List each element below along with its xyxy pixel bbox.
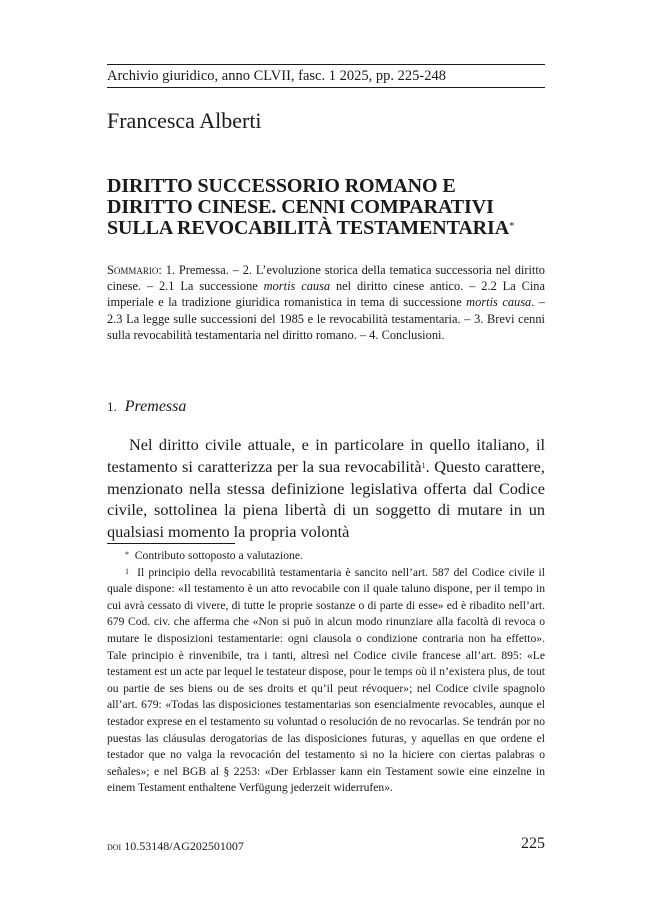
doi-label: doi	[107, 839, 122, 853]
summary-text: . – 2.3 La legge sulle successioni del 1985 e le revocabilità testamentaria. – 3. Brevi cenni sulla revocabilità testamentaria nel diritto romano. – 4. Conclusioni.	[107, 295, 545, 342]
title-line: DIRITTO CINESE. CENNI COMPARATIVI	[107, 196, 494, 218]
summary-text: nel diritto cinese antico. – 2.2 La Cina imperiale e la tradizione giuridica romanistica in tema di successione	[107, 279, 545, 310]
table-of-contents-summary	[107, 262, 545, 343]
footnote-marker: 1	[125, 566, 129, 576]
summary-label: Sommario	[107, 263, 159, 277]
summary-italic: mortis causa	[466, 295, 532, 310]
header-top-rule	[107, 64, 545, 65]
author-name: Francesca Alberti	[107, 108, 262, 133]
section-heading	[107, 397, 186, 417]
paragraph-text: . Questo carattere, menzionato nella stessa definizione legislativa offerta dal Codice civile, sottolinea la piena libertà di un soggetto di mutare in un qualsiasi momento la propria volontà	[107, 456, 545, 542]
journal-citation: Archivio giuridico, anno CLVII, fasc. 1 2025, pp. 225-248	[107, 68, 446, 84]
footnote-text: Contributo sottoposto a valutazione.	[134, 549, 303, 562]
footnote-reference[interactable]: 1	[421, 460, 426, 470]
title-line-text: SULLA REVOCABILITÀ TESTAMENTARIA	[107, 217, 510, 239]
footnote-marker: *	[125, 550, 129, 559]
section-title: Premessa	[124, 398, 187, 415]
section-number: 1.	[107, 399, 117, 414]
header-bottom-rule	[107, 87, 545, 88]
footnote-1	[107, 565, 545, 797]
body-text	[107, 434, 545, 543]
article-title	[107, 176, 547, 239]
doi-value[interactable]: 10.53148/AG202501007	[124, 839, 244, 853]
footnote-separator	[107, 543, 235, 544]
summary-italic: mortis causa	[263, 279, 331, 294]
summary-text: : 1. Premessa. – 2. L’evoluzione storica della tematica successoria nel diritto cinese. – 2.1 La successione	[107, 263, 545, 294]
paragraph-text: Nel diritto civile attuale, e in particolare in quello italiano, il testamento si caratterizza per la sua revocabilità	[107, 435, 545, 476]
footnotes	[107, 548, 545, 797]
page-number: 225	[521, 835, 545, 852]
paragraph	[107, 434, 545, 543]
title-line: DIRITTO SUCCESSORIO ROMANO E	[107, 175, 456, 197]
title-footnote-marker[interactable]: *	[509, 220, 515, 232]
doi	[107, 838, 244, 854]
footnote-star	[107, 548, 545, 565]
footnote-text: Il principio della revocabilità testamentaria è sancito nell’art. 587 del Codice civile il quale dispone: «Il testamento è un atto revocabile con il quale taluno dispone, per il tempo in cui avrà cessato di vivere, di tutte le proprie sostanze o di parte di esse» ed è ribadito nell’art. 679 Cod. civ. che afferma che «Non si può in alcun modo rinunziare alla facoltà di revoca o mutare le disposizioni testamentarie: ogni clausola o condizione contraria non ha effetto». Tale principio è rinvenibile, tra i tanti, altresì nel Codice civile francese all’art. 895: «Le testament est un acte par lequel le testateur dispose, pour le temps où il n’existera plus, de tout ou partie de ses biens ou de ses droits et qu’il peut révoquer»; nel Codice civile spagnolo all’art. 679: «Todas las disposiciones testamentarias son esencialmente revocables, aunque el testador exprese en el testamento su voluntad o resolución de no revocarlas. Se tendrán por no puestas las cláusulas derogatorias de las disposiciones futuras, y aquellas en que ordene el testador que no valga la revocación del testamento si no la hiciere con ciertas palabras o señales»; e nel BGB al § 2253: «Der Erblasser kann ein Testament sowie eine einzelne in einem Testament enthaltene Verfügung jederzeit widerrufen».	[107, 565, 546, 795]
title-line	[107, 218, 547, 239]
